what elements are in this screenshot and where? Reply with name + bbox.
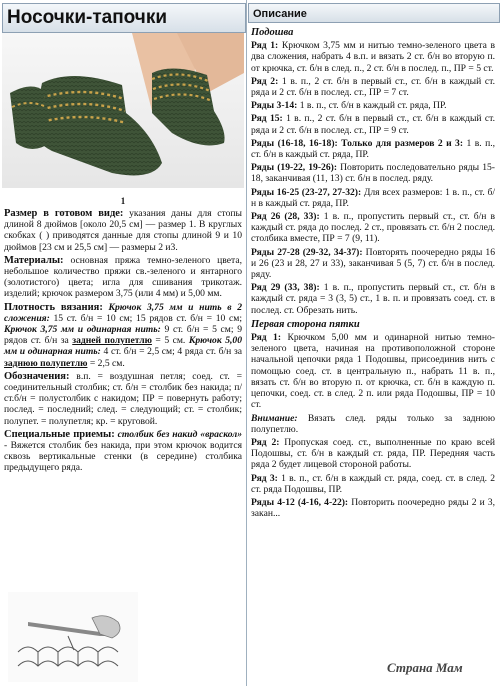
figure-caption: 1 (120, 196, 126, 206)
heel-section-title: Первая сторона пятки (251, 318, 360, 330)
abbreviations-paragraph (4, 371, 242, 427)
density-paragraph (4, 302, 242, 369)
row-item: Ряд 2: 1 в. п., 2 ст. б/н в первый ст., ст. б/н в каждый ст. ряда и 2 ст. б/н в послед. ст., ПР = 7 ст. (251, 75, 495, 99)
materials-paragraph (4, 255, 242, 300)
sole-section-title: Подошва (251, 27, 294, 38)
description-header-bar (248, 3, 500, 23)
row-item: Ряд 26 (28, 33): 1 в. п., пропустить первый ст., ст. б/н в каждый ст. ряда до послед. 2 ст., провязать ст. б/н 2 послед. столбика вместе, ПР = 7 (9, 11). (251, 211, 495, 245)
materials-label: Материалы: (4, 254, 64, 266)
density-hook-1: Крючок 3,75 мм и нить в 2 сложения: (4, 301, 242, 324)
heel-row-item: Внимание: Вязать след. ряды только за заднюю полупетлю. (251, 412, 495, 435)
materials-text: основная пряжа темно-зеленого цвета, небольшое количество пряжи св.-зеленого и янтарного (золотистого) цвета; игла для сшивания трикотаж. изделий; крючок размером 3,75 (или 4 мм) и 5,00 мм. (4, 254, 242, 300)
row-item: Ряды (16-18, 16-18): Только для размеров 2 и 3: 1 в. п., ст. б/н в каждый ст. ряда, ПР. (251, 137, 495, 161)
row-item: Ряды 3-14: 1 в. п., ст. б/н в каждый ст. ряда, ПР. (251, 100, 447, 112)
special-text: - Вяжется столбик без накида, при этом крючок водится сквозь вертикальные стенки (в середине) столбика предыдущего ряда. (4, 440, 242, 474)
size-text: указания даны для стопы длиной 8 дюймов [около 20,5 см] — размер 1. В круглых скобках ( ) приводятся данные для стопы длиной 9 и 10 дюймов [23 см и 25,5 см] — размеры 2 и3. (4, 208, 242, 253)
row-item: Ряд 15: 1 в. п., 2 ст. б/н в первый ст., ст. б/н в каждый ст. ряда и 2 ст. б/н в послед. ст., ПР = 9 ст. (251, 113, 496, 136)
left-text-block (4, 208, 242, 476)
left-column (0, 0, 246, 686)
page-title: Носочки-тапочки (7, 7, 168, 28)
heel-row-item: Ряд 2: Пропуская соед. ст., выполненные по краю всей Подошвы, ст. б/н в каждый ст. ряда, ПР. Передняя часть ряда 2 будет лицевой стороной работы. (251, 436, 495, 471)
density-text-3b: = 2,5 см. (87, 357, 125, 369)
density-text-3a: 4 ст. б/н = 2,5 см; 4 ряда ст. б/н за (100, 346, 242, 358)
abbreviations-text: в.п. = воздушная петля; соед. ст. = соединительный столбик; ст. б/н = столбик без накида; п/ст.б/н = полустолбик с накидом; ПР = повернуть работу; послед. = последний; след. = следующий; ст. = столбик; полупет. = полупетля; кр. = круговой. (4, 370, 242, 427)
density-text-2b: = 5 см. (151, 335, 186, 347)
row-item: Ряды 27-28 (29-32, 34-37): Повторять поочередно ряды 16 и 26 (23 и 28, 27 и 33), заканчивая 5 (5, 7) ст. б/н в послед. ряду. (251, 246, 495, 281)
special-label: Специальные приемы: (4, 428, 115, 440)
size-paragraph (4, 208, 242, 253)
abbreviations-label: Обозначения: (4, 370, 70, 382)
heel-row-item: Ряды 4-12 (4-16, 4-22): Повторить поочередно ряды 2 и 3, закан... (251, 496, 495, 520)
row-item: Ряд 1: Крючком 3,75 мм и нитью темно-зеленого цвета в два сложения, набрать 4 в.п. и вязать 2 ст. б/н во вторую п. от крючка, ст. б/н в след. п., 2 ст. б/н в послед. п., ПР = 5 ст. (251, 40, 495, 74)
instructions-text (251, 24, 495, 521)
density-text-2a: 9 ст. б/н = 5 см; 9 рядов ст. б/н за (4, 324, 242, 347)
special-paragraph (4, 429, 242, 474)
density-text-1: 15 ст. б/н = 10 см; 15 рядов ст. б/н = 10 см; (49, 312, 242, 324)
density-label: Плотность вязания: (4, 301, 103, 313)
density-hook-3: Крючок 5,00 мм и одинарная нить: (4, 335, 242, 358)
special-name: столбик без накид «враскол» (114, 428, 242, 440)
title-bar (2, 3, 246, 33)
row-item: Ряды 16-25 (23-27, 27-32): Для всех размеров: 1 в. п., ст. б/н в каждый ст. ряда, ПР. (251, 186, 495, 209)
row-item: Ряд 29 (33, 38): 1 в. п., пропустить первый ст., ст. б/н в каждый ст. ряда = 3 (3, 5) ст., 1 в. п. и провязать соед. ст. в послед. ст. Обрезать нить. (251, 282, 495, 316)
slippers-photo (2, 33, 244, 188)
heel-row-item: Ряд 3: 1 в. п., ст. б/н в каждый ст. ряда, соед. ст. в след. 2 ст. ряда Подошвы, ПР. (251, 472, 495, 495)
density-underline-2: заднюю полупетлю (4, 357, 88, 369)
heel-row-item: Ряд 1: Крючком 5,00 мм и одинарной нитью темно-зеленого цвета, начиная на противоположной стороне начальной цепочки ряда 1 Подошвы, присоединив нить с помощью соед. ст. в центральную п., набрать 11 в. п., вязать ст. б/н во вторую п. от крючка, ст. б/н в каждую п. цепочки, соед. ст. в след. 2 п. или ряда Подошвы, ПР = 10 ст. (251, 332, 495, 411)
stitch-diagram (8, 592, 138, 682)
description-header: Описание (253, 8, 307, 20)
density-hook-2: Крючок 3,75 мм и одинарная нить: (4, 324, 161, 336)
density-underline-1: задней полупетлю (72, 335, 152, 347)
site-watermark: Страна Мам (387, 660, 463, 675)
row-item: Ряды (19-22, 19-26): Повторить последовательно ряды 15-18, заканчивая (11, 13) ст. б/н в послед. ряду. (251, 162, 495, 185)
size-label: Размер в готовом виде: (4, 208, 124, 219)
